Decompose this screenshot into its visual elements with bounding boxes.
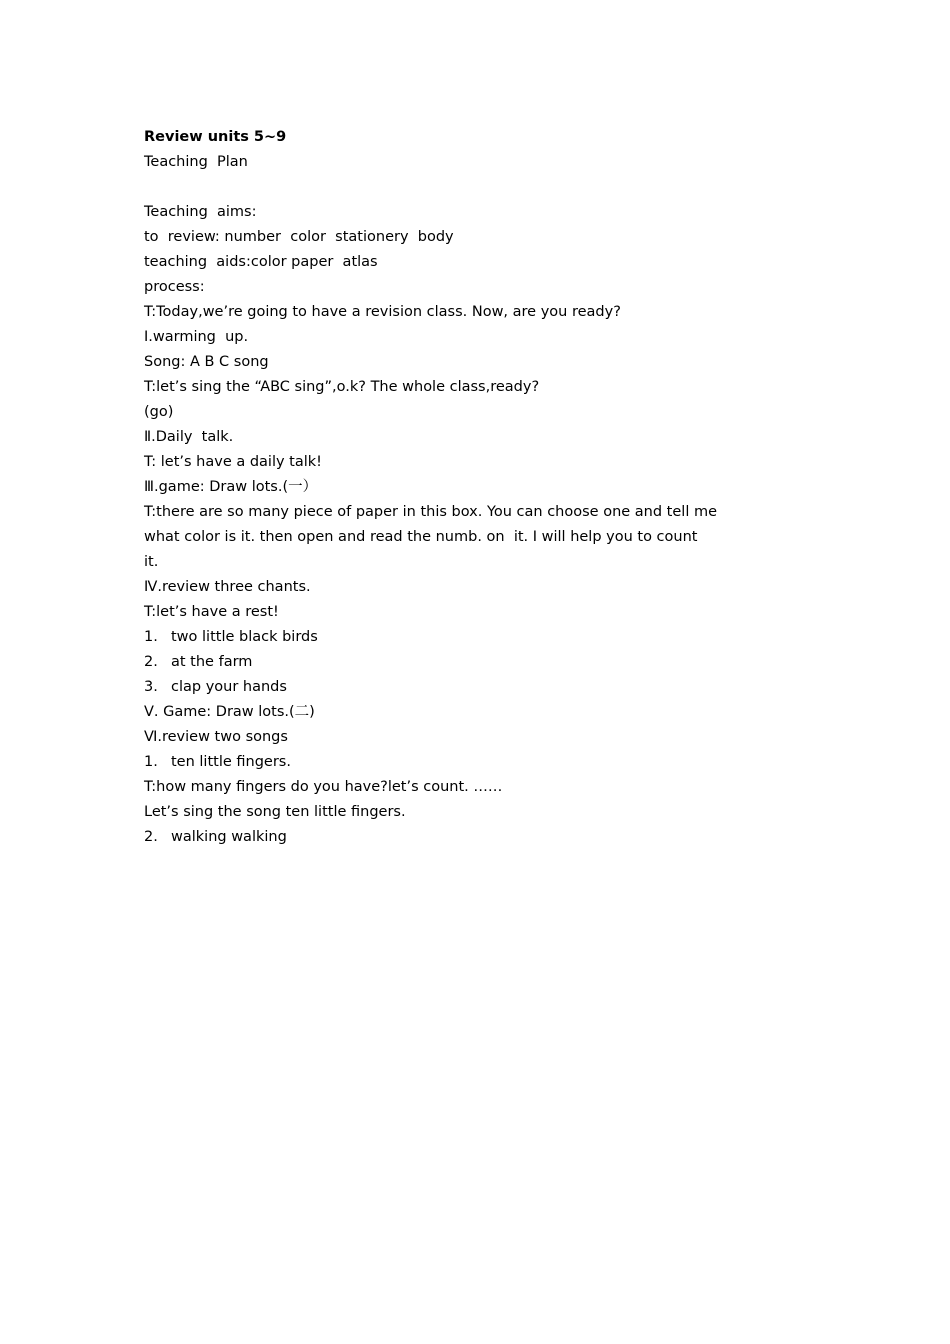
aims-review: to review: number color stationery body bbox=[144, 229, 454, 245]
list-item bbox=[144, 750, 764, 775]
song-abc: Song: A B C song bbox=[144, 354, 269, 370]
sing-abc-line: T:let’s sing the “ABC sing”,o.k? The whole class,ready? bbox=[144, 379, 540, 395]
process-heading: process: bbox=[144, 279, 205, 295]
blank-line bbox=[144, 175, 764, 200]
list-item bbox=[144, 625, 764, 650]
list-text: two little black birds bbox=[171, 629, 318, 645]
list-item bbox=[144, 650, 764, 675]
document-title: Review units 5~9 bbox=[144, 129, 287, 145]
game-instruction-1: T:there are so many piece of paper in this box. You can choose one and tell me bbox=[144, 504, 717, 520]
list-text: ten little fingers. bbox=[171, 754, 291, 770]
list-item bbox=[144, 675, 764, 700]
list-number: 1. bbox=[144, 754, 158, 770]
go-line: (go) bbox=[144, 404, 174, 420]
list-item bbox=[144, 825, 764, 850]
section-daily-talk: Ⅱ.Daily talk. bbox=[144, 429, 234, 445]
list-text: walking walking bbox=[171, 829, 287, 845]
section-review-songs: Ⅵ.review two songs bbox=[144, 729, 288, 745]
fingers-sing-line: Let’s sing the song ten little fingers. bbox=[144, 804, 406, 820]
intro-line: T:Today,we’re going to have a revision class. Now, are you ready? bbox=[144, 304, 621, 320]
section-game-draw-lots-1: Ⅲ.game: Draw lots.(一） bbox=[144, 479, 318, 495]
game-instruction-2: what color is it. then open and read the numb. on it. I will help you to count bbox=[144, 529, 698, 545]
section-warming-up: Ⅰ.warming up. bbox=[144, 329, 249, 345]
game-instruction-3: it. bbox=[144, 554, 159, 570]
list-text: at the farm bbox=[171, 654, 253, 670]
teaching-aids: teaching aids:color paper atlas bbox=[144, 254, 378, 270]
rest-line: T:let’s have a rest! bbox=[144, 604, 279, 620]
document-subtitle: Teaching Plan bbox=[144, 154, 248, 170]
section-game-draw-lots-2: Ⅴ. Game: Draw lots.(二) bbox=[144, 704, 315, 720]
list-number: 1. bbox=[144, 629, 158, 645]
daily-talk-line: T: let’s have a daily talk! bbox=[144, 454, 322, 470]
list-number: 2. bbox=[144, 654, 158, 670]
aims-heading: Teaching aims: bbox=[144, 204, 257, 220]
list-number: 2. bbox=[144, 829, 158, 845]
document-page bbox=[144, 125, 764, 850]
list-number: 3. bbox=[144, 679, 158, 695]
section-review-chants: Ⅳ.review three chants. bbox=[144, 579, 311, 595]
fingers-question: T:how many fingers do you have?let’s count. …… bbox=[144, 779, 503, 795]
list-text: clap your hands bbox=[171, 679, 287, 695]
